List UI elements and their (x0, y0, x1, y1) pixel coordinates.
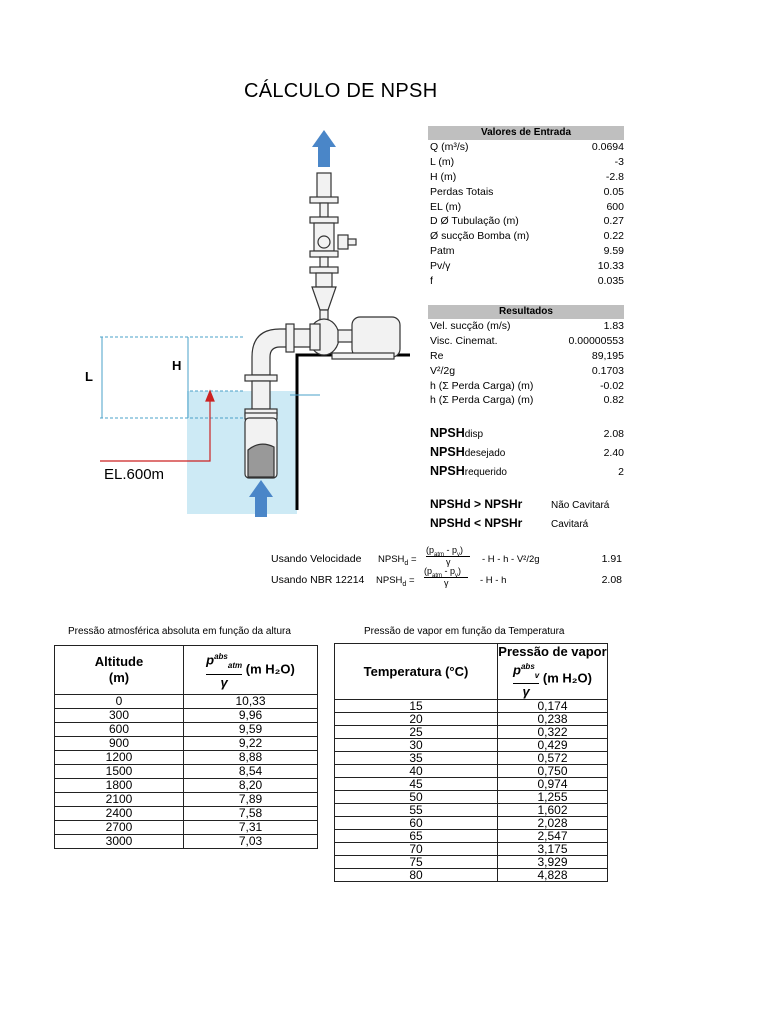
vapor-row (335, 699, 608, 712)
vapor-row (335, 712, 608, 725)
result-row: Visc. Cinemat. 0.00000553 (430, 334, 624, 347)
key-cell: 80 (335, 868, 498, 881)
label-L: L (85, 369, 93, 384)
value-cell: 0,322 (498, 725, 608, 738)
pump-diagram (80, 125, 410, 520)
altitude-row (55, 793, 318, 807)
vapor-row (335, 738, 608, 751)
altitude-row (55, 695, 318, 709)
method-value: 2.08 (601, 574, 622, 586)
npsh-disp-row: NPSHdisp 2.08 (430, 426, 624, 440)
input-row: Ø sucção Bomba (m) 0.22 (430, 230, 624, 243)
value-cell: 0,572 (498, 751, 608, 764)
vapor-table (334, 643, 608, 882)
key-cell: 65 (335, 829, 498, 842)
altitude-col-header: Altitude (m) (55, 646, 184, 695)
key-cell: 600 (55, 723, 184, 737)
label-elevation: EL.600m (104, 466, 165, 483)
altitude-row (55, 765, 318, 779)
value-cell: 3,175 (498, 842, 608, 855)
key-cell: 35 (335, 751, 498, 764)
method-value: 1.91 (601, 553, 622, 565)
key-cell: 15 (335, 699, 498, 712)
method-label: Usando NBR 12214 (271, 574, 365, 586)
vapor-row (335, 790, 608, 803)
altitude-caption: Pressão atmosférica absoluta em função da altura (68, 626, 291, 637)
label-H: H (172, 358, 182, 373)
key-cell: 75 (335, 855, 498, 868)
value-cell: 7,58 (184, 807, 318, 821)
pressure-col-header: $p^{abs}_{atm}$ γ (m H₂O) (184, 646, 318, 695)
altitude-row (55, 723, 318, 737)
key-cell: 50 (335, 790, 498, 803)
value-cell: 3,929 (498, 855, 608, 868)
value-cell: 1,255 (498, 790, 608, 803)
value-cell: 7,03 (184, 835, 318, 849)
altitude-row (55, 835, 318, 849)
altitude-row (55, 821, 318, 835)
comparison-expr: NPSHd > NPSHr (430, 497, 523, 511)
key-cell: 300 (55, 709, 184, 723)
altitude-row (55, 737, 318, 751)
input-row: Pv/γ 10.33 (430, 260, 624, 273)
key-cell: 1200 (55, 751, 184, 765)
key-cell: 1500 (55, 765, 184, 779)
key-cell: 45 (335, 777, 498, 790)
results-table (428, 305, 624, 408)
result-row: V²/2g 0.1703 (430, 364, 624, 377)
input-row: f 0.035 (430, 275, 624, 288)
ground-line (297, 355, 410, 510)
value-cell: 8,88 (184, 751, 318, 765)
value-cell: 0,429 (498, 738, 608, 751)
key-cell: 2700 (55, 821, 184, 835)
comparison-expr: NPSHd < NPSHr (430, 516, 523, 530)
vapor-row (335, 725, 608, 738)
npsh-requerido-row: NPSHrequerido 2 (430, 464, 624, 478)
key-cell: 60 (335, 816, 498, 829)
temperature-col-header: Temperatura (°C) (335, 644, 498, 700)
value-cell: 9,96 (184, 709, 318, 723)
altitude-row (55, 751, 318, 765)
altitude-row (55, 709, 318, 723)
key-cell: 30 (335, 738, 498, 751)
result-row: Vel. sucção (m/s) 1.83 (430, 320, 624, 332)
value-cell: 0,974 (498, 777, 608, 790)
input-row: Perdas Totais 0.05 (430, 185, 624, 198)
inputs-header: Valores de Entrada (428, 126, 624, 140)
pump-motor (309, 317, 400, 359)
vapor-row (335, 777, 608, 790)
value-cell: 9,22 (184, 737, 318, 751)
formula-velocity: $NPSH_d$ = $(p_{atm} - p_v)$ γ - H - h - V²/2g (378, 545, 540, 567)
value-cell: 0,238 (498, 712, 608, 725)
key-cell: 25 (335, 725, 498, 738)
result-row: h (Σ Perda Carga) (m) -0.02 (430, 379, 624, 392)
key-cell: 20 (335, 712, 498, 725)
value-cell: 8,20 (184, 779, 318, 793)
input-row: H (m) -2.8 (430, 170, 624, 183)
outflow-arrow-icon (312, 130, 336, 167)
value-cell: 4,828 (498, 868, 608, 881)
vapor-row (335, 764, 608, 777)
result-row: h (Σ Perda Carga) (m) 0.82 (430, 394, 624, 407)
vapor-pressure-col-header: Pressão de vapor $p^{abs}_v$ γ (m H₂O) (498, 644, 607, 699)
comparison-result: Cavitará (551, 519, 589, 530)
method-label: Usando Velocidade (271, 553, 362, 565)
input-row: Q (m³/s) 0.0694 (430, 141, 624, 153)
value-cell: 7,31 (184, 821, 318, 835)
altitude-row (55, 807, 318, 821)
vapor-row (335, 855, 608, 868)
value-cell: 0,750 (498, 764, 608, 777)
key-cell: 55 (335, 803, 498, 816)
key-cell: 70 (335, 842, 498, 855)
input-row: EL (m) 600 (430, 200, 624, 213)
altitude-table (54, 645, 318, 849)
key-cell: 1800 (55, 779, 184, 793)
value-cell: 0,174 (498, 699, 608, 712)
key-cell: 2400 (55, 807, 184, 821)
result-row: Re 89,195 (430, 349, 624, 362)
key-cell: 900 (55, 737, 184, 751)
vapor-row (335, 868, 608, 881)
input-row: Patm 9.59 (430, 245, 624, 258)
value-cell: 9,59 (184, 723, 318, 737)
input-row: L (m) -3 (430, 155, 624, 168)
value-cell: 7,89 (184, 793, 318, 807)
formula-nbr: $NPSH_d$ = $(p_{atm} - p_v)$ γ - H - h (376, 566, 507, 588)
value-cell: 8,54 (184, 765, 318, 779)
key-cell: 2100 (55, 793, 184, 807)
vapor-row (335, 803, 608, 816)
key-cell: 3000 (55, 835, 184, 849)
page-title: CÁLCULO DE NPSH (244, 80, 438, 102)
vapor-caption: Pressão de vapor em função da Temperatura (364, 626, 565, 637)
key-cell: 40 (335, 764, 498, 777)
key-cell: 0 (55, 695, 184, 709)
vapor-row (335, 829, 608, 842)
value-cell: 10,33 (184, 695, 318, 709)
altitude-row (55, 779, 318, 793)
vapor-row (335, 751, 608, 764)
comparison-result: Não Cavitará (551, 500, 610, 511)
value-cell: 2,028 (498, 816, 608, 829)
value-cell: 2,547 (498, 829, 608, 842)
vapor-row (335, 816, 608, 829)
discharge-pipe (310, 173, 356, 330)
results-header: Resultados (428, 305, 624, 319)
npsh-desejado-row: NPSHdesejado 2.40 (430, 445, 624, 459)
value-cell: 1,602 (498, 803, 608, 816)
water-area (187, 391, 297, 514)
inputs-table (428, 126, 624, 289)
input-row: D Ø Tubulação (m) 0.27 (430, 215, 624, 228)
vapor-row (335, 842, 608, 855)
